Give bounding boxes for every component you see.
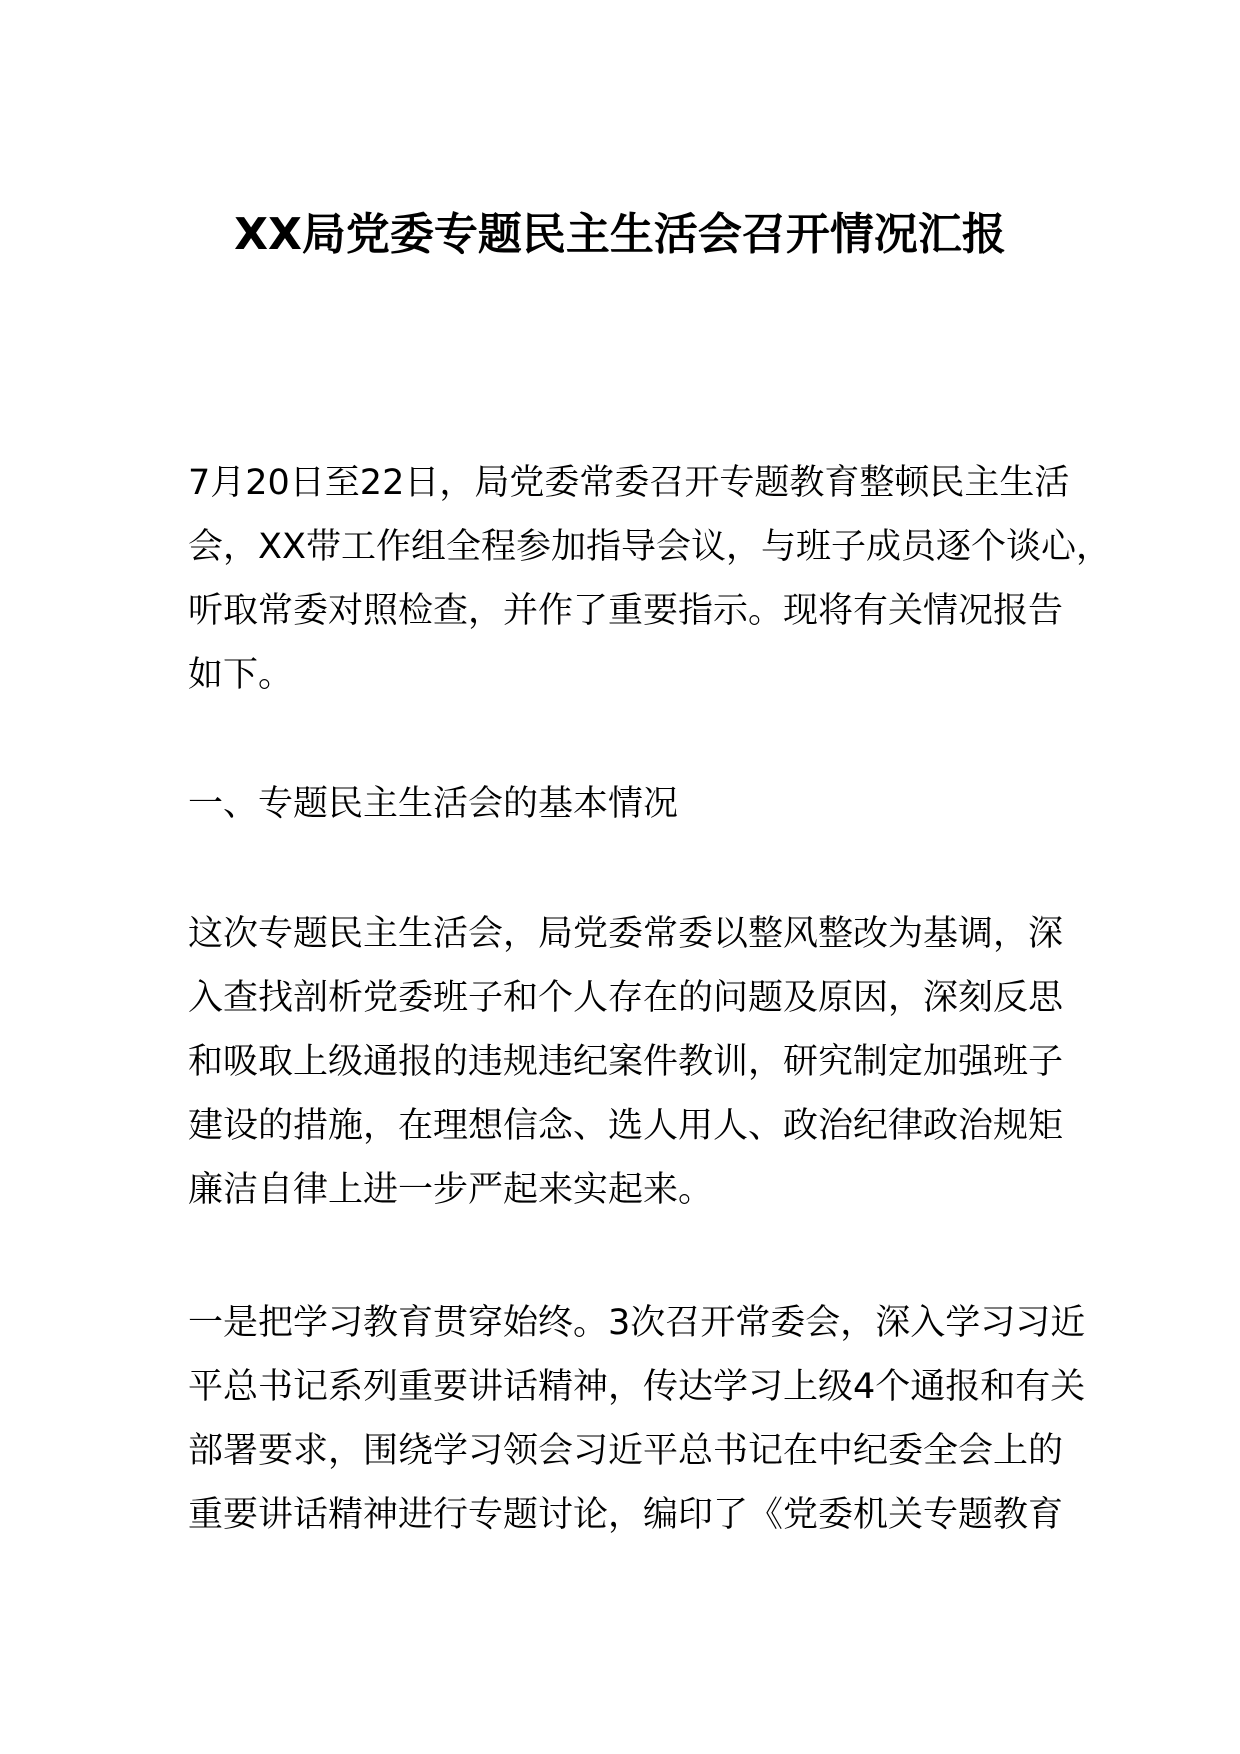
text-line: 这次专题民主生活会，局党委常委以整风整改为基调，深 [188, 914, 1064, 954]
text-line: 会，XX带工作组全程参加指导会议，与班子成员逐个谈心， [188, 527, 1111, 567]
text-line: 一是把学习教育贯穿始终。3次召开常委会，深入学习习近 [188, 1303, 1086, 1343]
text-line: 入查找剖析党委班子和个人存在的问题及原因，深刻反思 [188, 978, 1064, 1018]
text-line: 如下。 [188, 655, 294, 695]
text-line: 平总书记系列重要讲话精神，传达学习上级4个通报和有关 [188, 1367, 1086, 1407]
text-line: 听取常委对照检查，并作了重要指示。现将有关情况报告 [188, 591, 1064, 631]
text-line: 7月20日至22日，局党委常委召开专题教育整顿民主生活 [188, 463, 1070, 503]
text-line: 廉洁自律上进一步严起来实起来。 [188, 1170, 714, 1210]
text-line: 重要讲话精神进行专题讨论，编印了《党委机关专题教育 [188, 1495, 1064, 1535]
section-heading-text: 一、专题民主生活会的基本情况 [188, 784, 679, 824]
text-line: 建设的措施，在理想信念、选人用人、政治纪律政治规矩 [188, 1106, 1064, 1146]
text-line: 部署要求，围绕学习领会习近平总书记在中纪委全会上的 [188, 1431, 1064, 1471]
document-title: XX局党委专题民主生活会召开情况汇报 [234, 209, 1006, 260]
text-line: 和吸取上级通报的违规违纪案件教训，研究制定加强班子 [188, 1042, 1064, 1082]
